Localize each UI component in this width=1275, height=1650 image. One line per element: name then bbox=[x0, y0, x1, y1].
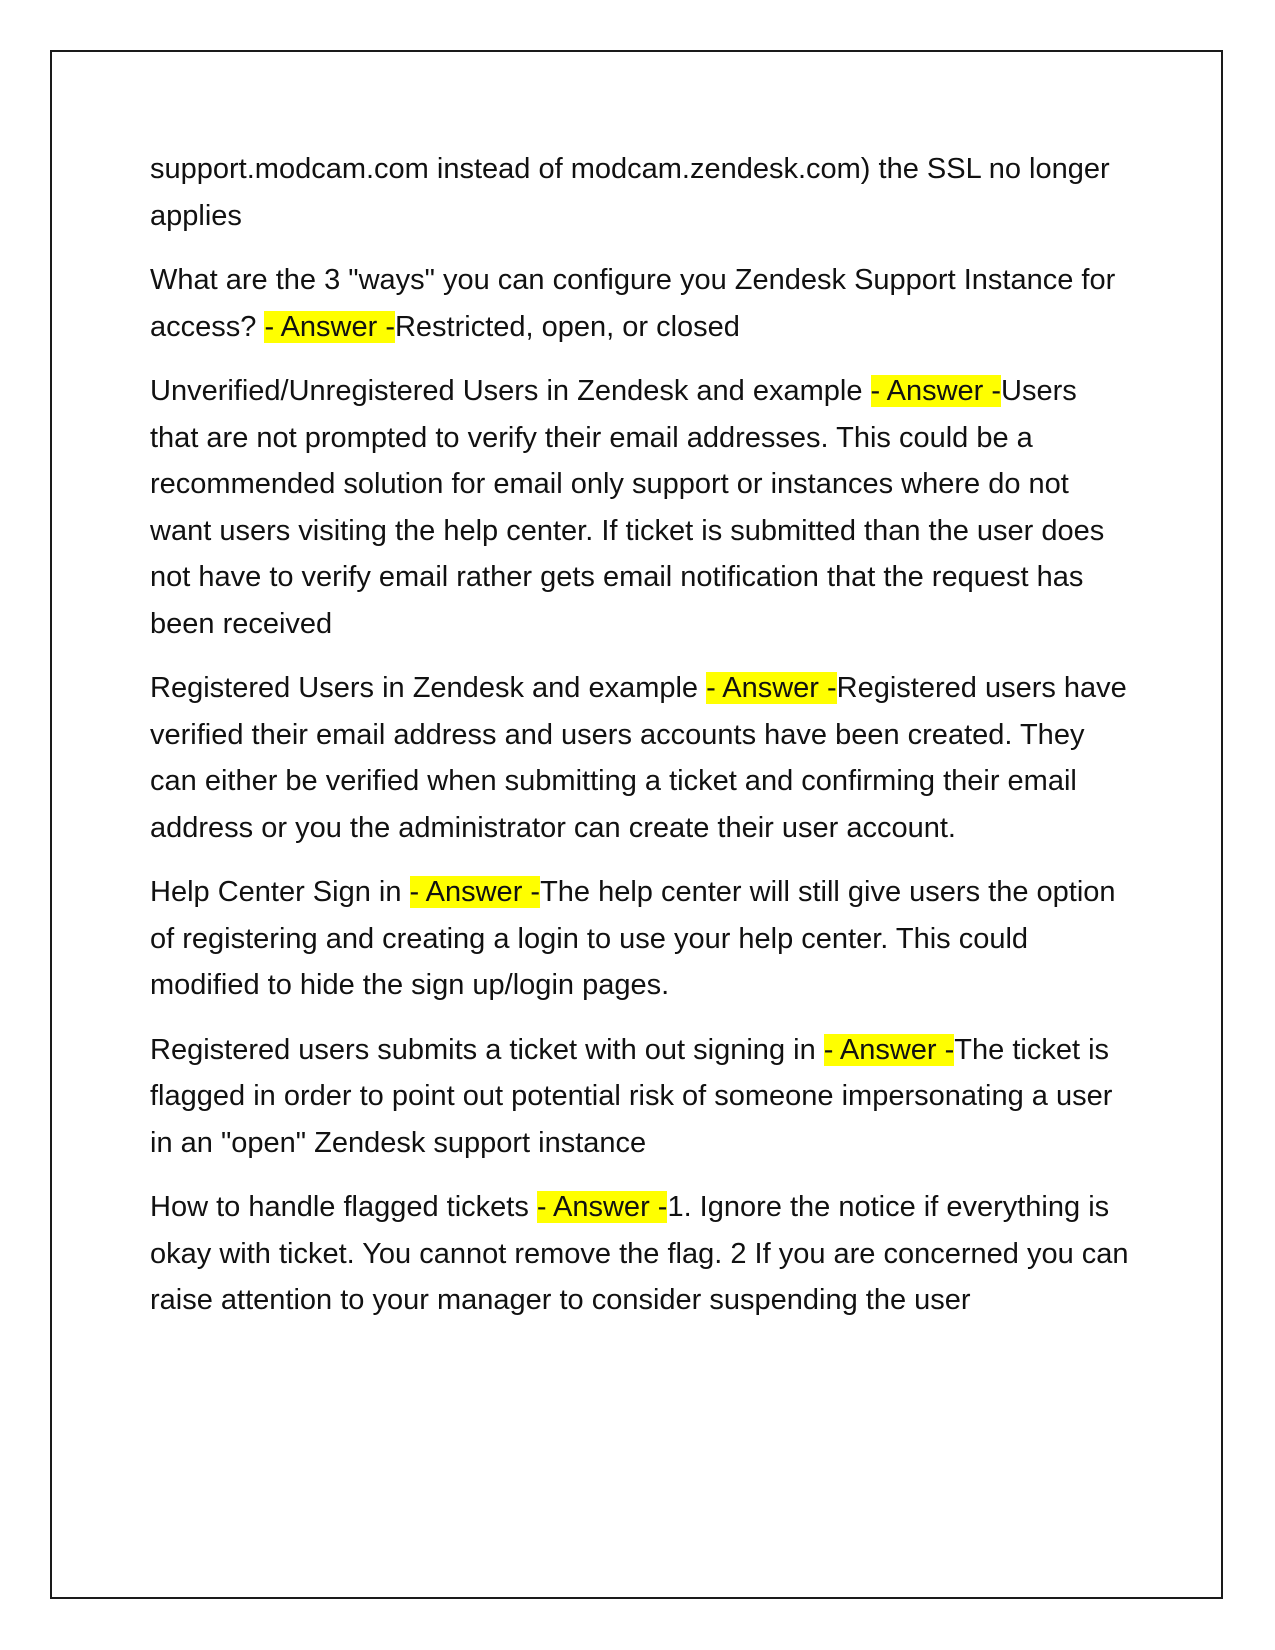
document-body bbox=[150, 146, 1130, 1342]
question-text: Registered Users in Zendesk and example bbox=[150, 672, 707, 704]
answer-marker: - Answer - bbox=[536, 1191, 668, 1223]
intro-paragraph: support.modcam.com instead of modcam.zendesk.com) the SSL no longer applies bbox=[150, 153, 1110, 232]
qa-paragraph bbox=[150, 1184, 1130, 1324]
qa-paragraph bbox=[150, 1027, 1130, 1167]
answer-text: Users that are not prompted to verify their email addresses. This could be a recommended solution for email only support or instances where do not want users visiting the help center. If ticket is submitted than the user does not have to verify email rather gets email notification that the request has been received bbox=[150, 375, 1105, 640]
answer-text: Registered users have verified their email address and users accounts have been created. They can either be verified when submitting a ticket and confirming their email address or you the administrator can create their user account. bbox=[150, 672, 1127, 844]
answer-text: Restricted, open, or closed bbox=[394, 310, 740, 343]
qa-paragraph bbox=[150, 665, 1130, 851]
question-text: Unverified/Unregistered Users in Zendesk and example bbox=[150, 375, 871, 407]
answer-marker: - Answer - bbox=[823, 1033, 955, 1066]
answer-marker: - Answer - bbox=[409, 876, 541, 908]
answer-text: 1. Ignore the notice if everything is okay with ticket. You cannot remove the flag. 2 If you are concerned you can raise attention to your manager to consider suspending the user bbox=[150, 1191, 1129, 1316]
question-text: How to handle flagged tickets bbox=[150, 1191, 537, 1223]
qa-paragraph bbox=[150, 869, 1130, 1009]
answer-marker: - Answer - bbox=[706, 672, 837, 704]
question-text: Help Center Sign in bbox=[150, 876, 410, 908]
qa-paragraph bbox=[150, 257, 1130, 350]
answer-text: The help center will still give users the option of registering and creating a login to use your help center. This could modified to hide the sign up/login pages. bbox=[150, 876, 1116, 1001]
question-text: Registered users submits a ticket with out signing in bbox=[150, 1033, 824, 1066]
qa-paragraph bbox=[150, 368, 1130, 647]
answer-marker: - Answer - bbox=[264, 310, 395, 343]
question-text: What are the 3 "ways" you can configure you Zendesk Support Instance for access? bbox=[150, 264, 1116, 343]
answer-marker: - Answer - bbox=[870, 375, 1002, 407]
answer-text: The ticket is flagged in order to point out potential risk of someone impersonating a user in an "open" Zendesk support instance bbox=[150, 1033, 1113, 1159]
